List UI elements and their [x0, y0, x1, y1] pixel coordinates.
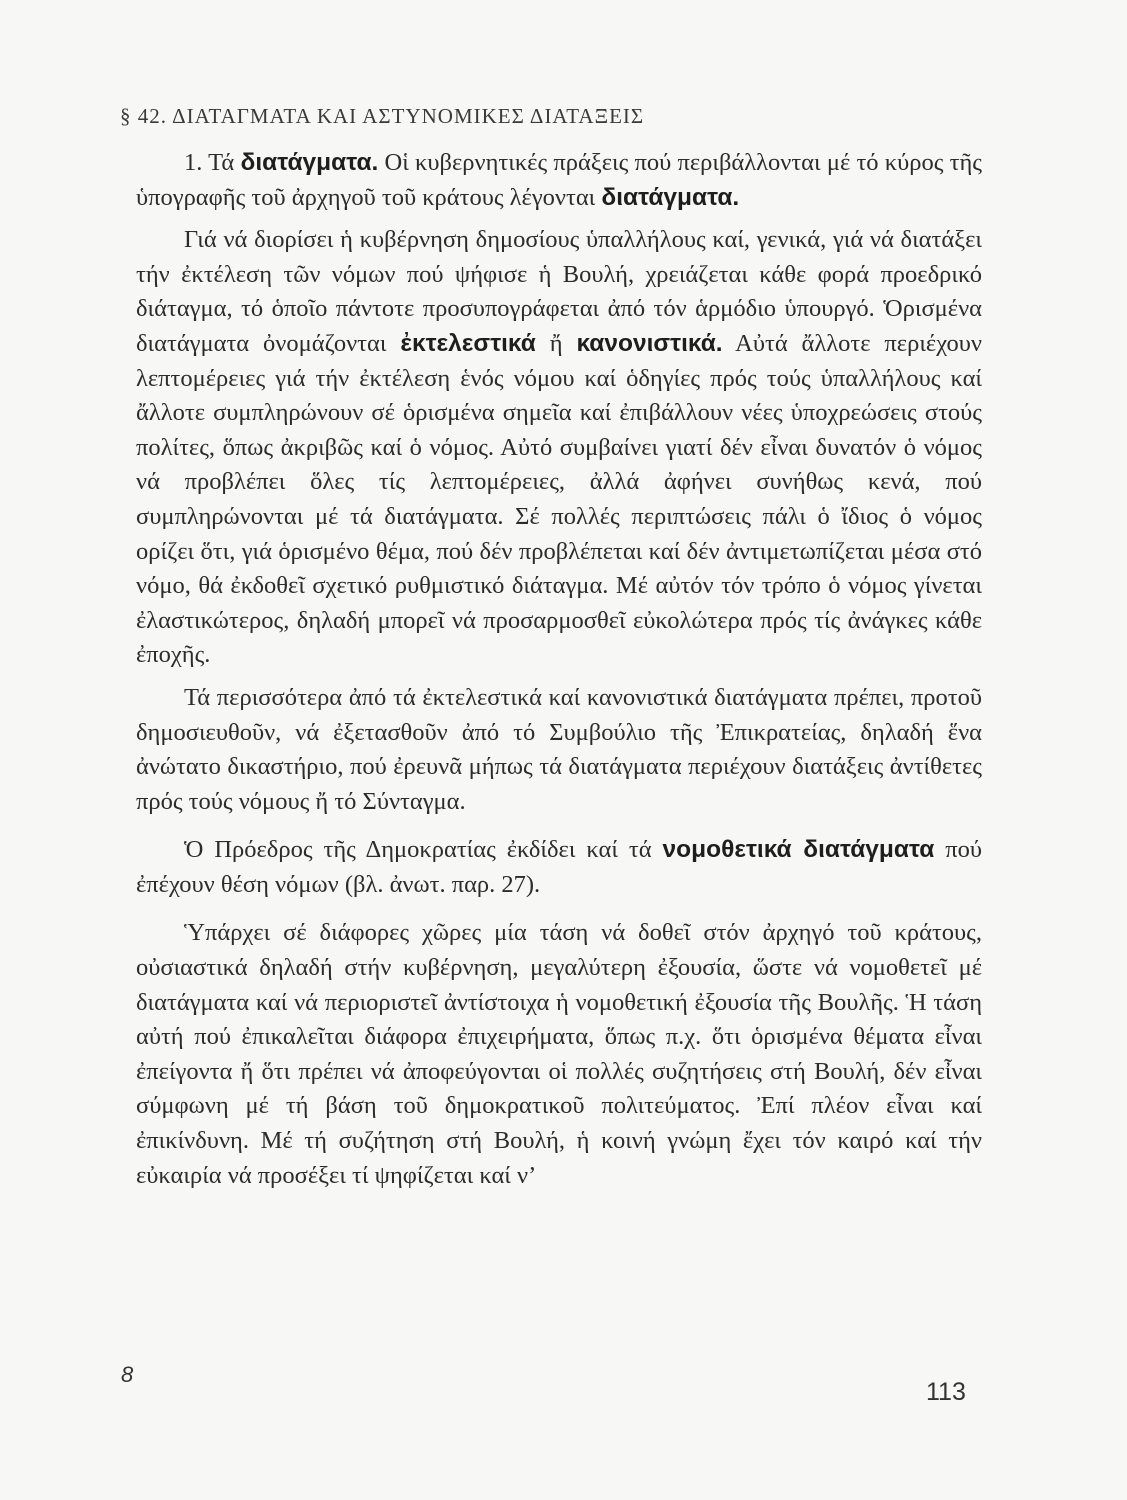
p1-number: 1. Τά [184, 149, 241, 176]
page-number: 113 [926, 1378, 966, 1406]
p2-mid: ἤ [535, 329, 577, 357]
p4-text-1: Ὁ Πρόεδρος τῆς Δημοκρατίας ἐκδίδει καί τά [184, 836, 663, 864]
paragraph-1 [136, 146, 982, 215]
paragraph-4 [136, 833, 982, 902]
p4-term-nomothetika: νομοθετικά διατάγματα [662, 836, 935, 864]
p4-text-2: πού ἐπέχουν θέση νόμων (βλ. ἀνωτ. παρ. 27). [136, 836, 982, 898]
body-text [136, 146, 982, 1201]
p1-term-diatagmata-2: διατάγματα. [601, 183, 740, 211]
paragraph-5: Ὑπάρχει σέ διάφορες χῶρες μία τάση νά δοθεῖ στόν ἀρχηγό τοῦ κράτους, οὐσιαστικά δηλαδή στήν κυβέρνηση, μεγαλύτερη ἐξουσία, ὥστε νά νομοθετεῖ μέ διατάγματα καί νά περιοριστεῖ ἀντίστοιχα ἡ νομοθετική ἐξουσία τῆς Βουλῆς. Ἡ τάση αὐτή πού ἐπικαλεῖται διάφορα ἐπιχειρήματα, ὅπως π.χ. ὅτι ὁρισμένα θέματα εἶναι ἐπείγοντα ἤ ὅτι πρέπει νά ἀποφεύγονται οἱ πολλές συζητήσεις στή Βουλή, δέν εἶναι σύμφωνη μέ τή βάση τοῦ δημοκρατικοῦ πολιτεύματος. Ἐπί πλέον εἶναι καί ἐπικίνδυνη. Μέ τή συζήτηση στή Βουλή, ἡ κοινή γνώμη ἔχει τόν καιρό καί τήν εὐκαιρία νά προσέξει τί ψηφίζεται καί ν’ [136, 919, 982, 1189]
p1-text: Οἱ κυβερνητικές πράξεις πού περιβάλλονται μέ τό κύρος τῆς ὑπογραφῆς τοῦ ἀρχηγοῦ τοῦ κράτους λέγονται [136, 149, 982, 211]
p2-text-1: Γιά νά διορίσει ἡ κυβέρνηση δημοσίους ὑπαλλήλους καί, γενικά, γιά νά διατάξει τήν ἐκτέλεση τῶν νόμων πού ψήφισε ἡ Βουλή, χρειάζεται κάθε φορά προεδρικό διάταγμα, τό ὁποῖο πάντοτε προσυπογράφεται ἀπό τόν ἁρμόδιο ὑπουργό. Ὁρισμένα διατάγματα ὀνομάζονται [136, 226, 982, 357]
p2-term-kanonistika: κανονιστικά. [576, 329, 723, 357]
paragraph-3: Τά περισσότερα ἀπό τά ἐκτελεστικά καί κανονιστικά διατάγματα πρέπει, προτοῦ δημοσιευθοῦν, νά ἐξετασθοῦν ἀπό τό Συμβούλιο τῆς Ἐπικρατείας, δηλαδή ἕνα ἀνώτατο δικαστήριο, πού ἐρευνᾶ μήπως τά διατάγματα περιέχουν διατάξεις ἀντίθετες πρός τούς νόμους ἤ τό Σύνταγμα. [136, 683, 982, 815]
p1-term-diatagmata: διατάγματα. [240, 149, 379, 176]
p2-text-2: Αὐτά ἄλλοτε περιέχουν λεπτομέρειες γιά τήν ἐκτέλεση ἑνός νόμου καί ὁδηγίες πρός τούς ὑπαλλήλους καί ἄλλοτε συμπληρώνουν σέ ὁρισμένα σημεῖα καί ἐπιβάλλουν νέες ὑποχρεώσεις στούς πολίτες, ὅπως ἀκριβῶς καί ὁ νόμος. Αὐτό συμβαίνει γιατί δέν εἶναι δυνατόν ὁ νόμος νά προβλέπει ὅλες τίς λεπτομέρειες, ἀλλά ἀφήνει συνήθως κενά, πού συμπληρώνονται μέ τά διατάγματα. Σέ πολλές περιπτώσεις πάλι ὁ ἴδιος ὁ νόμος ορίζει ὅτι, γιά ὁρισμένο θέμα, πού δέν προβλέπεται καί δέν ἀντιμετωπίζεται μέσα στό νόμο, θά ἐκδοθεῖ σχετικό ρυθμιστικό διάταγμα. Μέ αὐτόν τόν τρόπο ὁ νόμος γίνεται ἐλαστικώτερος, δηλαδή μπορεῖ νά προσαρμοσθεῖ εὐκολώτερα πρός τίς ἀνάγκες κάθε ἐποχῆς. [136, 329, 982, 669]
p2-term-ektelestika: ἐκτελεστικά [400, 329, 536, 357]
signature-mark: 8 [121, 1362, 134, 1387]
section-title: § 42. ΔΙΑΤΑΓΜΑΤΑ ΚΑΙ ΑΣΤΥΝΟΜΙΚΕΣ ΔΙΑΤΑΞΕΙΣ [120, 104, 645, 128]
paragraph-2 [136, 223, 982, 673]
